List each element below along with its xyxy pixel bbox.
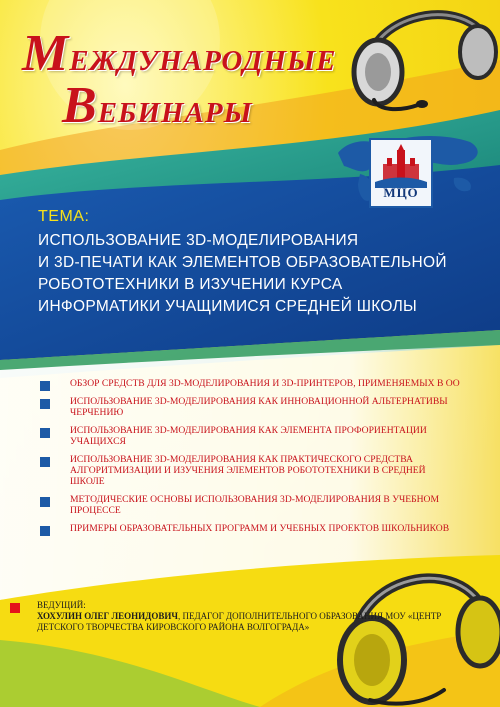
bullet-square-icon (40, 428, 50, 438)
topic-text: ОБЗОР СРЕДСТВ ДЛЯ 3D-МОДЕЛИРОВАНИЯ И 3D-ПРИНТЕРОВ, ПРИМЕНЯЕМЫХ В ОО (70, 378, 460, 389)
bullet-square-icon (40, 457, 50, 467)
topic-item (40, 396, 460, 418)
theme-label: ТЕМА: (38, 208, 90, 225)
topic-item (40, 523, 460, 534)
mco-logo-label: МЦО (383, 185, 419, 200)
bullet-square-icon (40, 526, 50, 536)
topic-item (40, 494, 460, 516)
headset-icon (338, 0, 500, 118)
presenter-info (37, 611, 477, 633)
mco-logo (369, 138, 433, 208)
theme-title-line: РОБОТОТЕХНИКИ В ИЗУЧЕНИИ КУРСА (38, 276, 343, 293)
presenter-label: ВЕДУЩИЙ: (37, 600, 86, 610)
header-title-line2 (62, 77, 253, 134)
theme-title (38, 230, 486, 318)
header-line1-initial: М (22, 25, 70, 82)
topic-text: МЕТОДИЧЕСКИЕ ОСНОВЫ ИСПОЛЬЗОВАНИЯ 3D-МОДЕЛИРОВАНИЯ В УЧЕБНОМ ПРОЦЕССЕ (70, 494, 440, 516)
topic-text: ИСПОЛЬЗОВАНИЕ 3D-МОДЕЛИРОВАНИЯ КАК ЭЛЕМЕНТА ПРОФОРИЕНТАЦИИ УЧАЩИХСЯ (70, 425, 427, 447)
bullet-square-icon (40, 497, 50, 507)
theme-title-line: ИСПОЛЬЗОВАНИЕ 3D-МОДЕЛИРОВАНИЯ (38, 232, 359, 249)
topic-list (40, 378, 460, 534)
kremlin-emblem-icon (371, 144, 431, 188)
topic-item (40, 378, 460, 389)
header-title-line1 (22, 25, 337, 82)
topic-item (40, 425, 460, 447)
header-line2-initial: В (62, 77, 98, 134)
presenter-name: ХОХУЛИН ОЛЕГ ЛЕОНИДОВИЧ (37, 611, 178, 621)
bullet-square-icon (10, 603, 20, 613)
theme-title-line: ИНФОРМАТИКИ УЧАЩИМИСЯ СРЕДНЕЙ ШКОЛЫ (38, 298, 418, 315)
bullet-square-icon (40, 399, 50, 409)
topic-text: ПРИМЕРЫ ОБРАЗОВАТЕЛЬНЫХ ПРОГРАММ И УЧЕБНЫХ ПРОЕКТОВ ШКОЛЬНИКОВ (70, 523, 450, 534)
theme-title-line: И 3D-ПЕЧАТИ КАК ЭЛЕМЕНТОВ ОБРАЗОВАТЕЛЬНОЙ (38, 254, 447, 271)
header-line2-text: ЕБИНАРЫ (97, 97, 253, 129)
header-line1-text: ЕЖДУНАРОДНЫЕ (69, 45, 337, 77)
topic-text: ИСПОЛЬЗОВАНИЕ 3D-МОДЕЛИРОВАНИЯ КАК ПРАКТИЧЕСКОГО СРЕДСТВА АЛГОРИТМИЗАЦИИ И ИЗУЧЕНИЯ ЭЛЕМЕНТОВ РОБОТОТЕХНИКИ В СРЕДНЕЙ ШКОЛЕ (70, 454, 426, 487)
topic-item (40, 454, 460, 487)
topic-text: ИСПОЛЬЗОВАНИЕ 3D-МОДЕЛИРОВАНИЯ КАК ИННОВАЦИОННОЙ АЛЬТЕРНАТИВЫ ЧЕРЧЕНИЮ (70, 396, 448, 418)
bullet-square-icon (40, 381, 50, 391)
presenter-description: , ПЕДАГОГ ДОПОЛНИТЕЛЬНОГО ОБРАЗОВАНИЯ МОУ «ЦЕНТР ДЕТСКОГО ТВОРЧЕСТВА КИРОВСКОГО РАЙОНА ВОЛГОГРАДА» (37, 611, 442, 632)
